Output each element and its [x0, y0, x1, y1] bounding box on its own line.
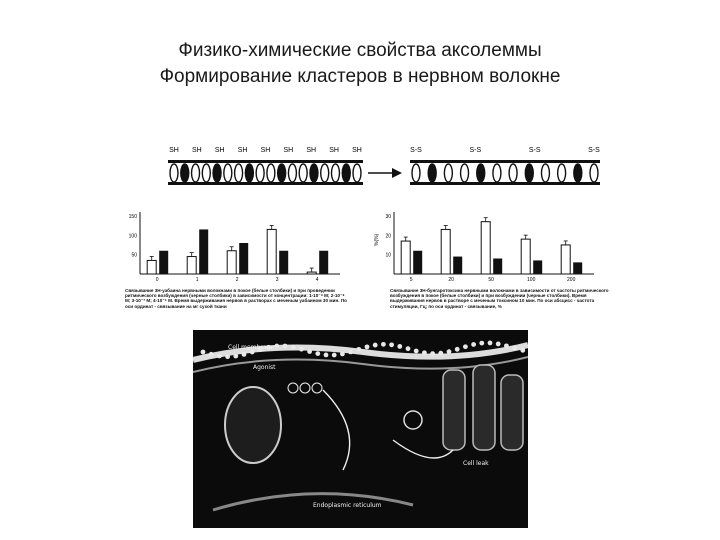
bar-rest: [307, 272, 316, 274]
bar-excited: [573, 262, 582, 274]
membrane-group-label: SH: [237, 147, 248, 154]
membrane-protein: [461, 164, 469, 182]
membrane-particle: [299, 347, 304, 352]
y-tick-label: 30: [385, 213, 391, 220]
membrane-particle: [430, 351, 435, 356]
membrane-protein: [574, 164, 582, 182]
y-tick-label: 10: [385, 252, 391, 259]
membrane-particle: [455, 347, 460, 352]
membrane-particle: [479, 341, 484, 346]
membrane-particle: [365, 344, 370, 349]
chart-ouabain-binding: [118, 206, 348, 284]
membrane-particle: [291, 345, 296, 350]
bar-excited: [199, 229, 208, 274]
membrane-group-label: SH: [306, 147, 317, 154]
membrane-group-label: SH: [329, 147, 339, 154]
membrane-particle: [471, 342, 476, 347]
bar-rest: [187, 257, 196, 274]
membrane-cluster-diagram: [160, 140, 610, 198]
membrane-protein: [245, 164, 253, 182]
illustration-drawing: [193, 330, 528, 528]
membrane-particle: [438, 351, 443, 356]
membrane-particle: [242, 352, 247, 357]
membrane-particle: [307, 349, 312, 354]
membrane-particle: [324, 352, 329, 357]
membrane-group-label: SH: [352, 147, 362, 154]
membrane-particle: [463, 344, 468, 349]
membrane-protein: [477, 164, 485, 182]
title-line-1: Физико-химические свойства аксолеммы: [178, 40, 542, 61]
label-agonist: Agonist: [253, 364, 276, 371]
label-endoplasmic: Endoplasmic reticulum: [313, 502, 382, 509]
membrane-protein: [181, 164, 189, 182]
membrane-protein: [267, 164, 275, 182]
membrane-group-label: SH: [260, 147, 271, 154]
membrane-after: [410, 147, 600, 185]
membrane-protein: [493, 164, 501, 182]
title-line-2: Формирование кластеров в нервном волокне: [159, 66, 561, 87]
bar-excited: [453, 257, 462, 274]
membrane-protein: [428, 164, 436, 182]
y-tick-label: 50: [131, 252, 137, 259]
membrane-protein: [509, 164, 517, 182]
bar-excited: [533, 260, 542, 274]
membrane-particle: [520, 348, 525, 353]
membrane-protein: [288, 164, 296, 182]
membrane-group-label: SH: [214, 147, 225, 154]
membrane-group-label: SH: [283, 147, 294, 154]
membrane-protein: [412, 164, 420, 182]
membrane-protein: [310, 164, 318, 182]
membrane-protein: [590, 164, 598, 182]
transition-arrow-icon: [368, 168, 402, 178]
bar-rest: [227, 251, 236, 274]
x-tick-label: 3: [275, 277, 279, 283]
caption-left: Связывание 3H-уабаина нервными волокнами в покое (белые столбики) и при проведении ритмического возбуждения (черные столбики) в зависимости от концентрации: 1-10⁻⁹ М; 2-10⁻⁸ М; 3-10⁻⁷ М; 4-10⁻⁶ М. Время выдерживания нервов в растворах с меченым уабаином 30 мин. По оси ординат - связывание на мг сухой ткани: [125, 288, 347, 309]
membrane-particle: [504, 343, 509, 348]
x-tick-label: 50: [488, 277, 494, 283]
membrane-protein: [170, 164, 178, 182]
x-tick-label: 100: [527, 277, 536, 283]
x-tick-label: 1: [195, 277, 199, 283]
membrane-particle: [209, 352, 214, 357]
x-tick-label: 5: [409, 277, 413, 283]
slide-title: [0, 38, 720, 90]
membrane-particle: [201, 350, 206, 355]
y-tick-label: 20: [385, 233, 391, 240]
x-tick-label: 20: [448, 277, 454, 283]
membrane-particle: [332, 353, 337, 358]
membrane-particle: [217, 354, 222, 359]
membrane-group-label: SH: [192, 147, 202, 154]
chart-bungarotoxin-binding: [372, 206, 602, 284]
membrane-particle: [397, 344, 402, 349]
membrane-protein: [278, 164, 286, 182]
membrane-particle: [447, 349, 452, 354]
membrane-protein: [256, 164, 264, 182]
membrane-particle: [283, 344, 288, 349]
membrane-particle: [422, 350, 427, 355]
bar-rest: [147, 260, 156, 274]
membrane-particle: [348, 350, 353, 355]
membrane-protein: [321, 164, 329, 182]
membrane-group-label: S-S: [588, 147, 600, 154]
x-tick-label: 0: [155, 277, 159, 283]
y-axis-label: %(%): [374, 233, 380, 246]
membrane-particle: [225, 354, 230, 359]
membrane-particle: [315, 351, 320, 356]
bar-excited: [279, 251, 288, 274]
x-tick-label: 200: [567, 277, 576, 283]
membrane-particle: [373, 343, 378, 348]
membrane-protein: [224, 164, 232, 182]
membrane-group-label: S-S: [469, 147, 482, 154]
bar-rest: [561, 245, 570, 274]
bar-excited: [493, 259, 502, 275]
membrane-protein: [235, 164, 243, 182]
membrane-protein: [213, 164, 221, 182]
membrane-particle: [389, 342, 394, 347]
bar-excited: [239, 243, 248, 274]
membrane-particle: [381, 342, 386, 347]
bar-rest: [267, 229, 276, 274]
membrane-particle: [496, 342, 501, 347]
membrane-protein: [299, 164, 307, 182]
bar-rest: [401, 241, 410, 274]
membrane-particle: [406, 346, 411, 351]
membrane-group-label: S-S: [410, 147, 422, 154]
membrane-particle: [356, 347, 361, 352]
membrane-particle: [340, 352, 345, 357]
membrane-protein: [541, 164, 549, 182]
y-tick-label: 100: [128, 233, 137, 240]
membrane-particle: [488, 341, 493, 346]
bar-excited: [159, 251, 168, 274]
membrane-protein: [331, 164, 339, 182]
membrane-protein: [202, 164, 210, 182]
membrane-group-label: S-S: [528, 147, 541, 154]
label-cell-membrane: Cell membrane: [228, 344, 274, 351]
membrane-particle: [512, 346, 517, 351]
membrane-particle: [233, 354, 238, 359]
membrane-protein: [525, 164, 533, 182]
membrane-protein: [353, 164, 361, 182]
membrane-protein: [342, 164, 350, 182]
x-tick-label: 4: [315, 277, 319, 283]
membrane-before: [168, 147, 363, 185]
membrane-particle: [274, 344, 279, 349]
bar-rest: [481, 222, 490, 274]
cell-signaling-illustration: [193, 330, 528, 528]
membrane-protein: [444, 164, 452, 182]
label-cell-leak: Cell leak: [463, 460, 489, 467]
membrane-group-label: SH: [169, 147, 179, 154]
membrane-protein: [558, 164, 566, 182]
membrane-particle: [414, 349, 419, 354]
bar-excited: [319, 251, 328, 274]
y-tick-label: 150: [128, 213, 137, 220]
membrane-protein: [192, 164, 200, 182]
x-tick-label: 2: [235, 277, 239, 283]
bar-rest: [441, 229, 450, 274]
caption-right: Связывание 3H-бунгаротоксина нервными волокнами в зависимости от частоты ритмического возбуждения в покое (белые столбики) и при возбуждении (черные столбики). Время выдерживания нервов в растворе с меченым токсином 10 мин. По оси абсцисс - частота стимуляции, Гц; по оси ординат - связывание, %: [390, 288, 609, 309]
bar-rest: [521, 239, 530, 274]
bar-excited: [413, 251, 422, 274]
